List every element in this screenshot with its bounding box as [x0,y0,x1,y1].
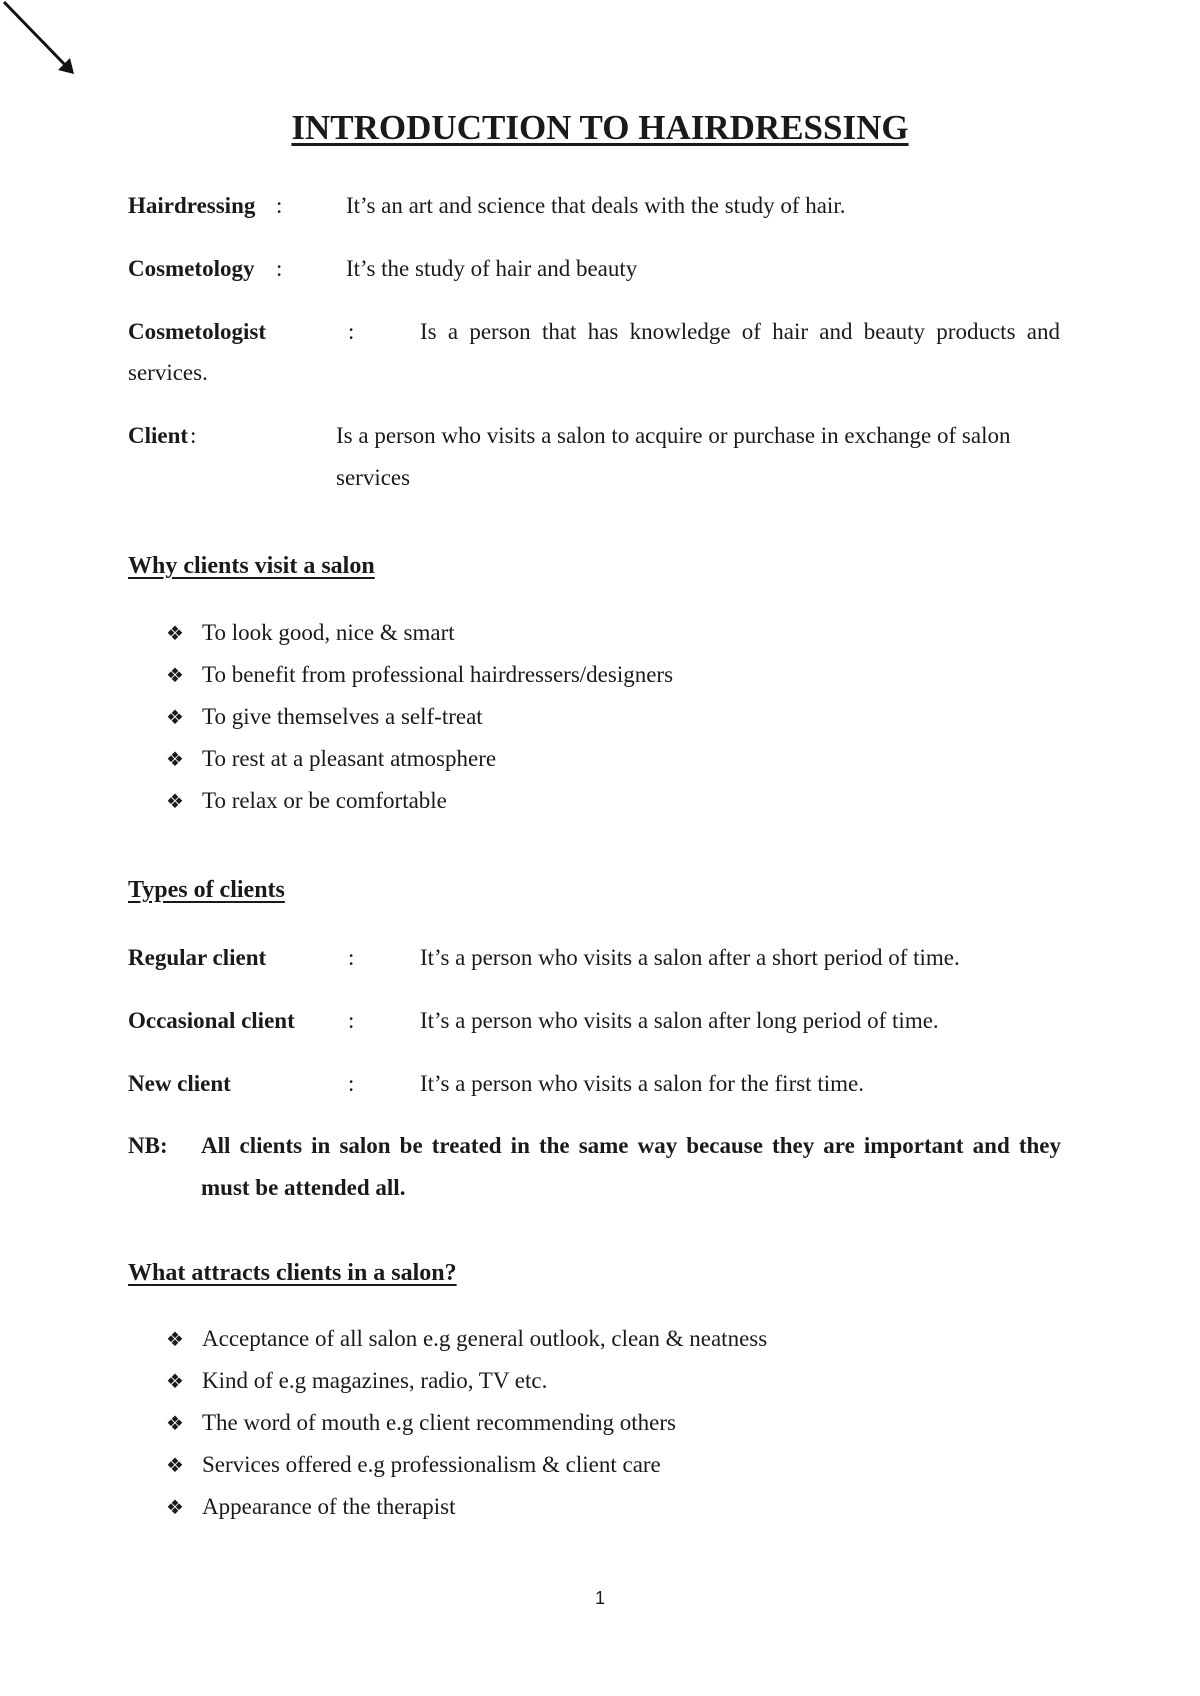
def-cosmetologist-cont: services. [128,360,208,385]
bullet-icon: ❖ [166,1413,184,1435]
def-occasional-client: It’s a person who visits a salon after long period of time. [420,1008,939,1033]
bullet-icon: ❖ [166,791,184,813]
def-cosmetology: It’s the study of hair and beauty [346,256,638,281]
list-item: ❖ Kind of e.g magazines, radio, TV etc. [166,1368,548,1393]
def-cosmetologist: Is a person that has knowledge of hair and beauty products and [420,319,1060,344]
list-item: ❖ The word of mouth e.g client recommending others [166,1410,676,1435]
page-number: 1 [594,1588,605,1608]
def-regular-client: It’s a person who visits a salon after a short period of time. [420,945,960,970]
def-new-client: It’s a person who visits a salon for the first time. [420,1071,864,1096]
nb-line-2: must be attended all. [201,1175,406,1200]
list-item: ❖ To give themselves a self-treat [166,704,483,729]
bullet-icon: ❖ [166,1497,184,1519]
list-item: ❖ To look good, nice & smart [166,620,455,645]
nb-line-1: All clients in salon be treated in the same way because they are important and they [201,1133,1061,1158]
sep-hairdressing: : [276,193,283,218]
page-title: INTRODUCTION TO HAIRDRESSING [291,108,909,147]
list-item: ❖ Appearance of the therapist [166,1494,456,1519]
sep-new-client: : [348,1071,355,1096]
list-item: ❖ Services offered e.g professionalism & client care [166,1452,661,1477]
bullet-icon: ❖ [166,1329,184,1351]
term-cosmetologist: Cosmetologist [128,319,266,344]
term-new-client: New client [128,1071,231,1096]
term-regular-client: Regular client [128,945,267,970]
arrow-icon [0,0,90,90]
heading-types: Types of clients [128,877,285,903]
def-hairdressing: It’s an art and science that deals with the study of hair. [346,193,846,218]
bullet-icon: ❖ [166,623,184,645]
sep-regular-client: : [348,945,355,970]
def-client-cont: services [336,465,411,490]
heading-attracts: What attracts clients in a salon? [128,1260,457,1286]
term-client: Client [128,423,189,448]
bullet-icon: ❖ [166,1455,184,1477]
bullet-icon: ❖ [166,1371,184,1393]
sep-occasional-client: : [348,1008,355,1033]
bullet-icon: ❖ [166,665,184,687]
bullet-icon: ❖ [166,749,184,771]
sep-cosmetologist: : [348,319,355,344]
term-occasional-client: Occasional client [128,1008,295,1033]
heading-why-visit: Why clients visit a salon [128,553,375,579]
list-item: ❖ To rest at a pleasant atmosphere [166,746,497,771]
def-client: Is a person who visits a salon to acquire or purchase in exchange of salon [336,423,1011,448]
nb-label: NB: [128,1133,168,1158]
list-item: ❖ To benefit from professional hairdressers/designers [166,662,674,687]
list-item: ❖ Acceptance of all salon e.g general outlook, clean & neatness [166,1326,768,1351]
term-cosmetology: Cosmetology [128,256,255,281]
bullet-icon: ❖ [166,707,184,729]
sep-cosmetology: : [276,256,283,281]
sep-client: : [190,423,197,448]
term-hairdressing: Hairdressing [128,193,256,218]
list-item: ❖ To relax or be comfortable [166,788,447,813]
